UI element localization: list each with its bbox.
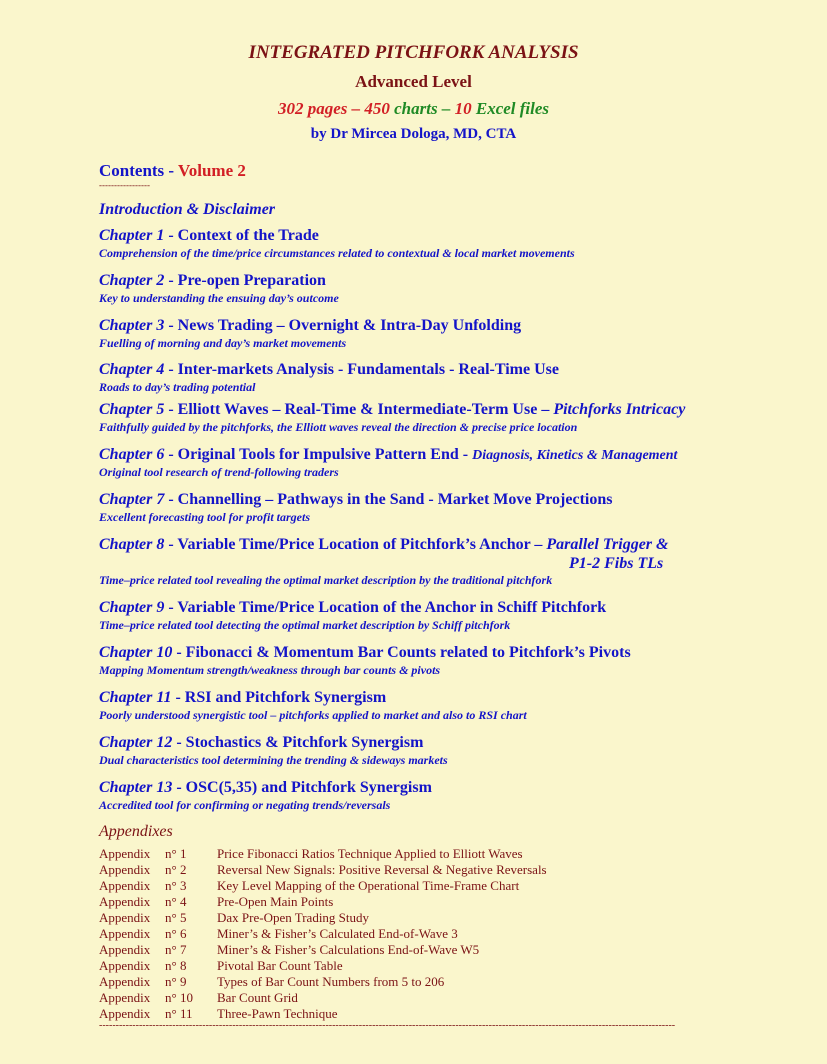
chapter-9-title[interactable]: Chapter 9 - Variable Time/Price Location of the Anchor in Schiff Pitchfork (99, 599, 607, 616)
excel-count: 10 (454, 99, 472, 118)
book-author: by Dr Mircea Dologa, MD, CTA (310, 126, 517, 142)
chapter-9-desc: Time–price related tool detecting the optimal market description by Schiff pitchfork (99, 618, 511, 632)
appendix-item[interactable]: Appendix n° 4 Pre-Open Main Points (99, 894, 334, 909)
chapter-10-title[interactable]: Chapter 10 - Fibonacci & Momentum Bar Counts related to Pitchfork’s Pivots (99, 644, 631, 661)
appendix-item[interactable]: Appendix n° 1 Price Fibonacci Ratios Technique Applied to Elliott Waves (99, 846, 523, 861)
chapter-5-desc: Faithfully guided by the pitchforks, the Elliott waves reveal the direction & precise price location (99, 420, 578, 434)
chapter-1-title[interactable]: Chapter 1 - Context of the Trade (99, 227, 319, 244)
chapter-1-desc: Comprehension of the time/price circumstances related to contextual & local market movements (99, 246, 575, 260)
pages-label: pages – (303, 99, 365, 118)
chapter-2-desc: Key to understanding the ensuing day’s outcome (99, 291, 339, 305)
footer-rule: ----------------------------------------------------------------------------------------------------------------------------------------------------------------------------- (99, 1020, 676, 1031)
chapter-12-title[interactable]: Chapter 12 - Stochastics & Pitchfork Synergism (99, 734, 424, 751)
chapter-8-title[interactable]: Chapter 8 - Variable Time/Price Location of Pitchfork’s Anchor – Parallel Trigger & (99, 536, 669, 553)
contents-heading (99, 161, 246, 181)
book-stats (0, 99, 827, 119)
chapter-13-title[interactable]: Chapter 13 - OSC(5,35) and Pitchfork Synergism (99, 779, 432, 796)
appendix-item[interactable]: Appendix n° 5 Dax Pre-Open Trading Study (99, 910, 370, 925)
contents-volume: Volume 2 (178, 161, 246, 180)
chapter-10-desc: Mapping Momentum strength/weakness through bar counts & pivots (99, 663, 441, 677)
chapter-11-desc: Poorly understood synergistic tool – pitchforks applied to market and also to RSI chart (99, 708, 527, 722)
chapter-5-title[interactable]: Chapter 5 - Elliott Waves – Real-Time & Intermediate-Term Use – Pitchforks Intricacy (99, 401, 686, 418)
excel-label: Excel files (471, 99, 550, 118)
appendix-item[interactable]: Appendix n° 8 Pivotal Bar Count Table (99, 958, 343, 973)
contents-label: Contents - (99, 161, 179, 180)
charts-count: 450 (364, 99, 390, 118)
book-title: INTEGRATED PITCHFORK ANALYSIS (248, 42, 579, 63)
appendix-item[interactable]: Appendix n° 7 Miner’s & Fisher’s Calculations End-of-Wave W5 (99, 942, 480, 957)
charts-label: charts – (389, 99, 455, 118)
chapter-7-desc: Excellent forecasting tool for profit targets (99, 510, 310, 524)
chapter-3-desc: Fuelling of morning and day’s market movements (99, 336, 347, 350)
book-level: Advanced Level (355, 72, 472, 91)
chapter-2-title[interactable]: Chapter 2 - Pre-open Preparation (99, 272, 326, 289)
chapter-8-desc: Time–price related tool revealing the optimal market description by the traditional pitchfork (99, 573, 553, 587)
chapter-4-desc: Roads to day’s trading potential (99, 380, 256, 394)
chapter-3-title[interactable]: Chapter 3 - News Trading – Overnight & Intra-Day Unfolding (99, 317, 522, 334)
chapter-12-desc: Dual characteristics tool determining the trending & sideways markets (99, 753, 448, 767)
chapter-6-title[interactable]: Chapter 6 - Original Tools for Impulsive Pattern End - Diagnosis, Kinetics & Management (99, 446, 678, 463)
intro-heading[interactable]: Introduction & Disclaimer (99, 201, 276, 218)
chapter-8-title-cont[interactable]: P1-2 Fibs TLs (569, 555, 664, 572)
chapter-4-title[interactable]: Chapter 4 - Inter-markets Analysis - Fundamentals - Real-Time Use (99, 361, 559, 378)
appendix-item[interactable]: Appendix n° 10 Bar Count Grid (99, 990, 298, 1005)
appendix-item[interactable]: Appendix n° 2 Reversal New Signals: Positive Reversal & Negative Reversals (99, 862, 547, 877)
appendix-item[interactable]: Appendix n° 9 Types of Bar Count Numbers from 5 to 206 (99, 974, 445, 989)
contents-underline: ----------------- (99, 180, 150, 190)
chapter-11-title[interactable]: Chapter 11 - RSI and Pitchfork Synergism (99, 689, 387, 706)
appendix-item[interactable]: Appendix n° 11 Three-Pawn Technique (99, 1006, 338, 1021)
appendix-item[interactable]: Appendix n° 3 Key Level Mapping of the Operational Time-Frame Chart (99, 878, 520, 893)
appendixes-heading: Appendixes (99, 823, 173, 840)
chapter-6-desc: Original tool research of trend-following traders (99, 465, 339, 479)
appendix-item[interactable]: Appendix n° 6 Miner’s & Fisher’s Calculated End-of-Wave 3 (99, 926, 458, 941)
chapter-13-desc: Accredited tool for confirming or negating trends/reversals (99, 798, 391, 812)
chapter-7-title[interactable]: Chapter 7 - Channelling – Pathways in the Sand - Market Move Projections (99, 491, 613, 508)
pages-count: 302 (277, 99, 304, 118)
